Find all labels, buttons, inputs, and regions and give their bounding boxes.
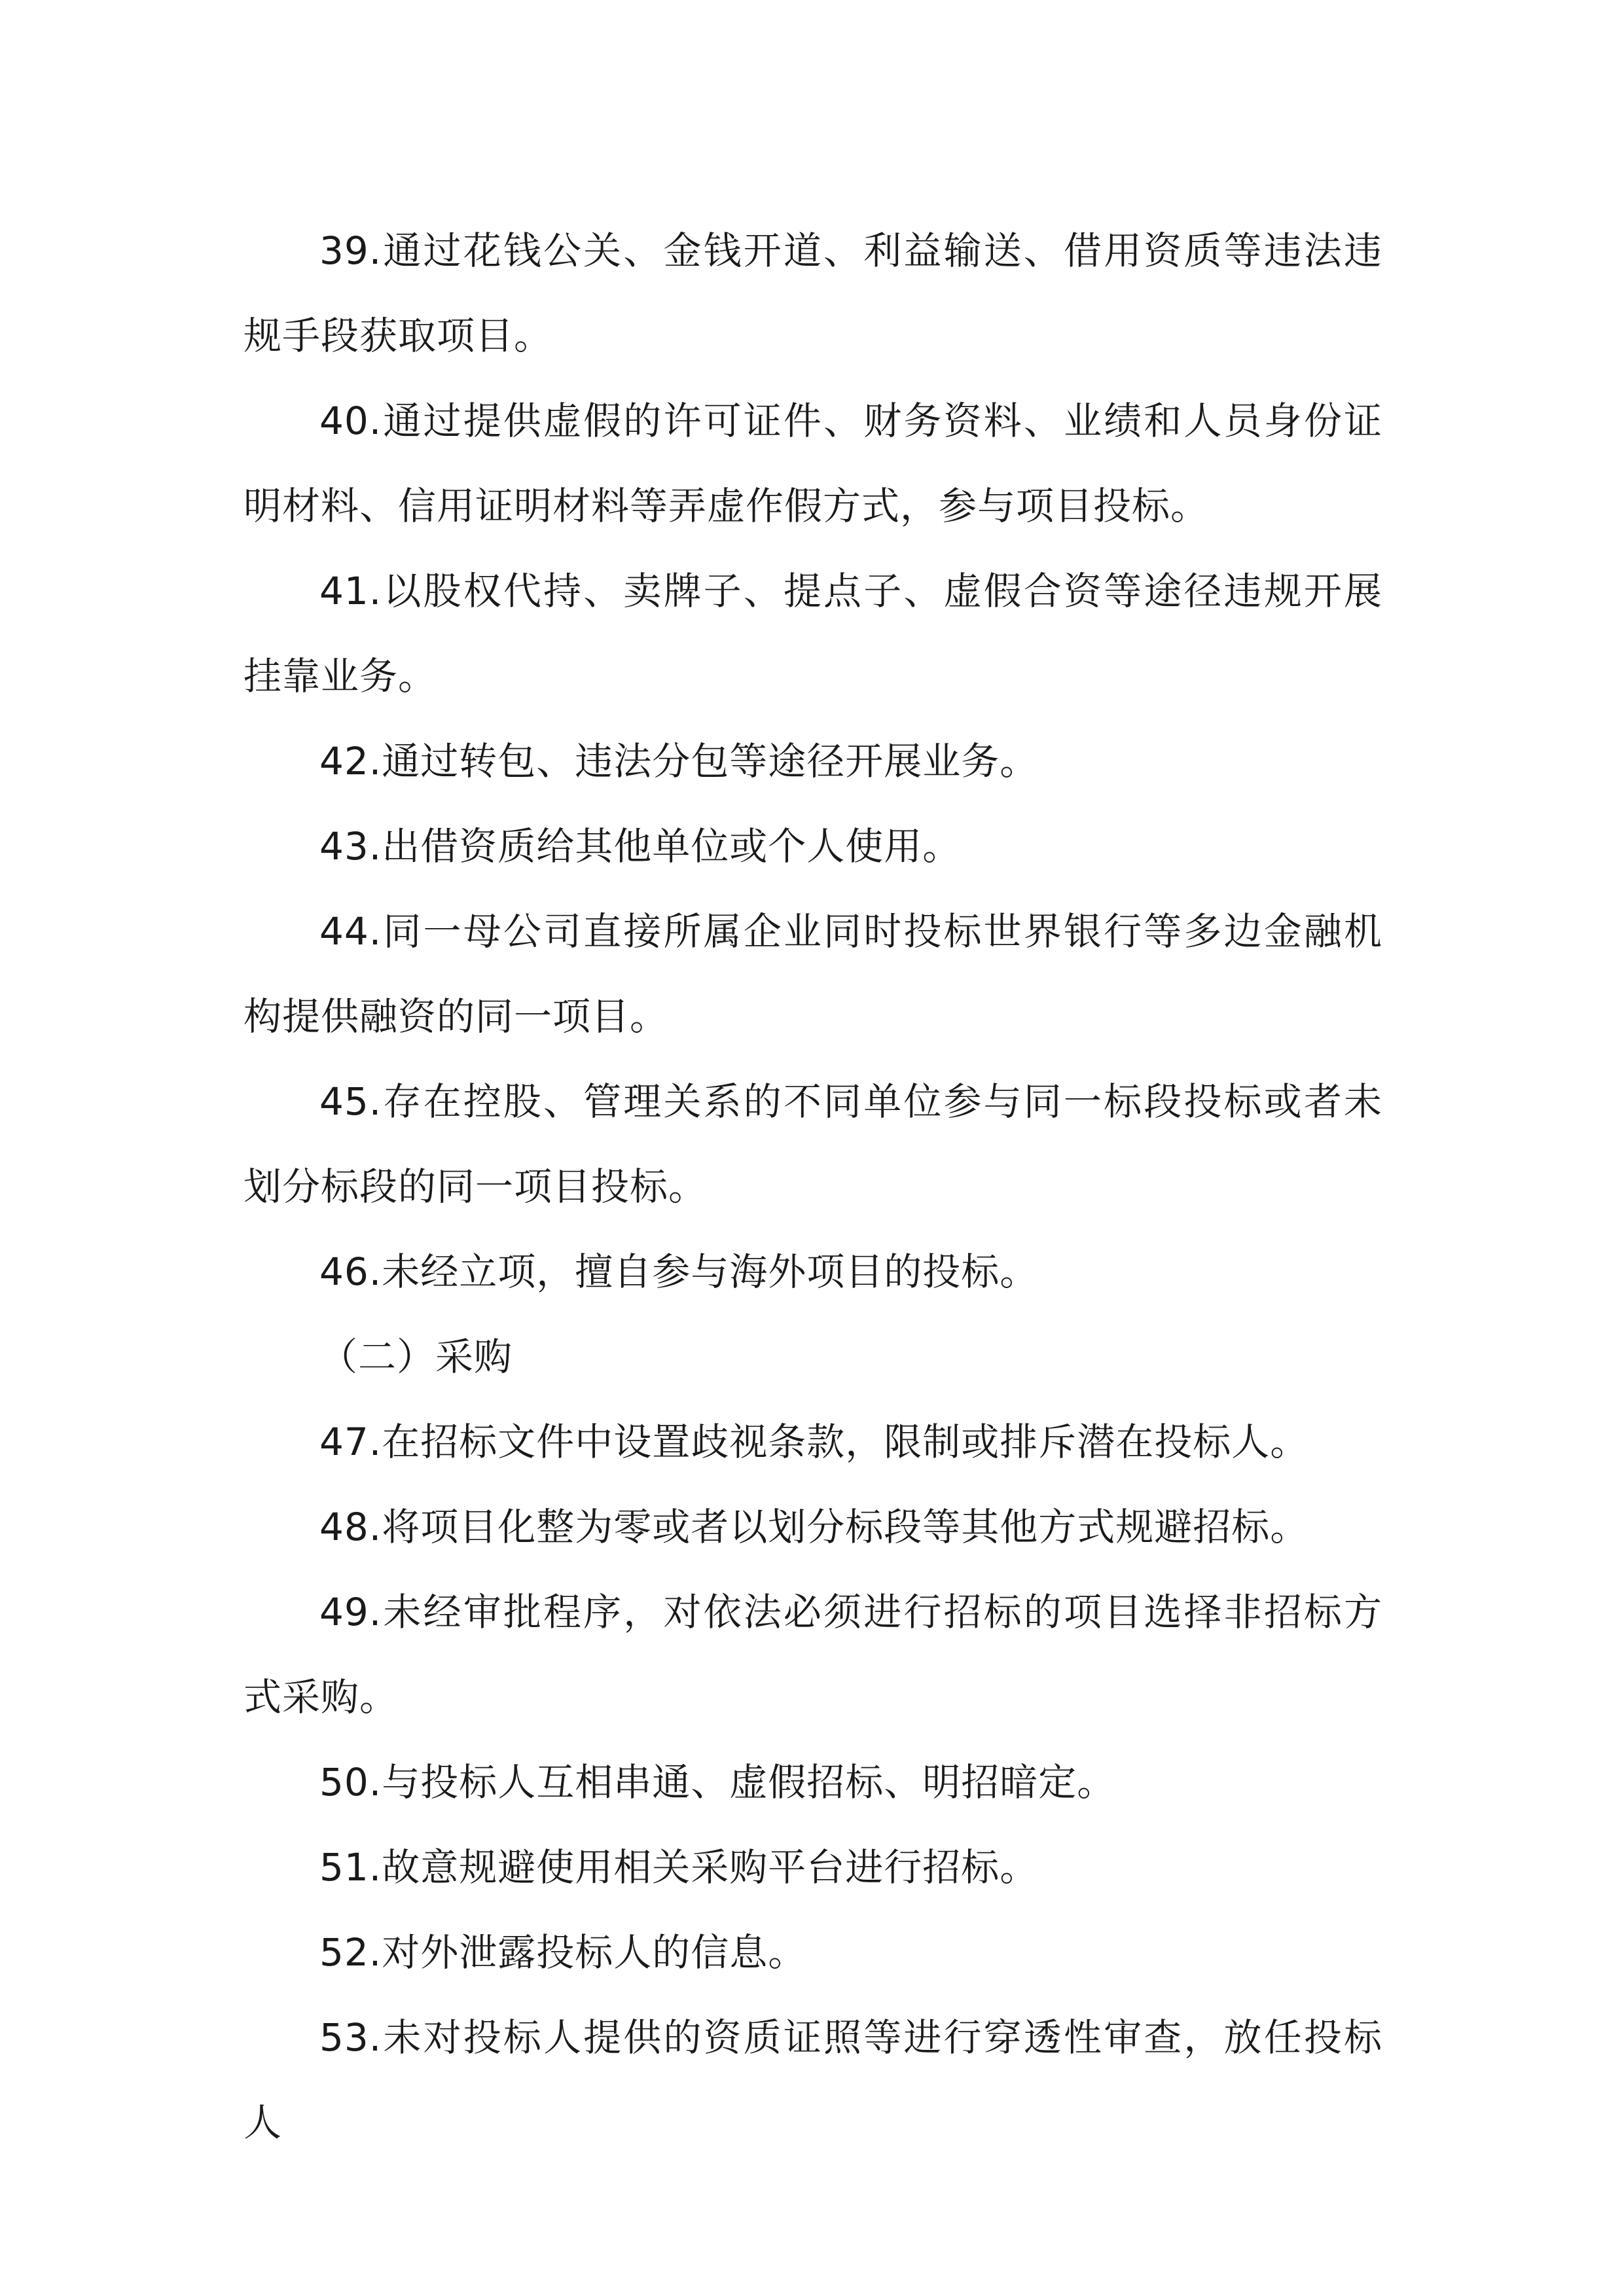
list-item-42: 42.通过转包、违法分包等途径开展业务。 [319,739,1039,783]
list-item-46: 46.未经立项，擅自参与海外项目的投标。 [319,1249,1039,1294]
list-item-45: 45.存在控股、管理关系的不同单位参与同一标段投标或者未划分标段的同一项目投标。 [244,1079,1382,1209]
document-body [244,208,1382,2165]
list-item-44: 44.同一母公司直接所属企业同时投标世界银行等多边金融机构提供融资的同一项目。 [244,909,1382,1039]
list-item-47: 47.在招标文件中设置歧视条款，限制或排斥潜在投标人。 [319,1420,1309,1464]
list-item-53: 53.未对投标人提供的资质证照等进行穿透性审查，放任投标人 [244,2015,1382,2145]
list-item-49: 49.未经审批程序，对依法必须进行招标的项目选择非招标方式采购。 [244,1590,1382,1719]
list-item-39: 39.通过花钱公关、金钱开道、利益输送、借用资质等违法违规手段获取项目。 [244,228,1382,358]
list-item-41: 41.以股权代持、卖牌子、提点子、虚假合资等途径违规开展挂靠业务。 [244,569,1382,698]
section-heading: （二）采购 [319,1335,513,1379]
list-item-50: 50.与投标人互相串通、虚假招标、明招暗定。 [319,1760,1116,1804]
list-item-48: 48.将项目化整为零或者以划分标段等其他方式规避招标。 [319,1505,1309,1549]
list-item-40: 40.通过提供虚假的许可证件、财务资料、业绩和人员身份证明材料、信用证明材料等弄虚作假方式，参与项目投标。 [244,399,1382,528]
list-item-52: 52.对外泄露投标人的信息。 [319,1930,807,1975]
list-item-43: 43.出借资质给其他单位或个人使用。 [319,824,962,869]
list-item-51: 51.故意规避使用相关采购平台进行招标。 [319,1845,1039,1890]
